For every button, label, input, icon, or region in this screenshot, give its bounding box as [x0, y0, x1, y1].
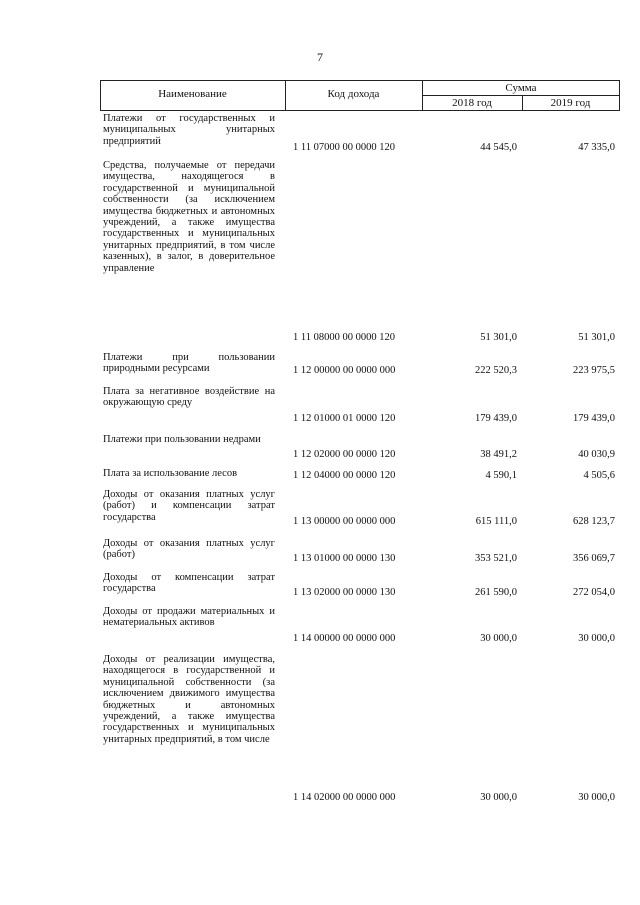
table-row — [100, 160, 620, 343]
row-name: Платежи от государственных и муниципальных унитарных предприятий — [103, 113, 275, 147]
row-name: Платежи при пользовании недрами — [103, 434, 261, 445]
row-value-2019: 272 054,0 — [573, 586, 615, 598]
row-value-2019: 30 000,0 — [578, 632, 615, 644]
row-code: 1 14 00000 00 0000 000 — [293, 632, 396, 644]
row-name: Доходы от компенсации затрат государства — [103, 572, 275, 595]
table-row — [100, 654, 620, 803]
row-code: 1 12 02000 00 0000 120 — [293, 448, 396, 460]
table-row — [100, 606, 620, 644]
table-row — [100, 538, 620, 564]
table-row — [100, 113, 620, 153]
page-number: 7 — [317, 50, 323, 64]
row-code: 1 12 04000 00 0000 120 — [293, 469, 396, 481]
row-code: 1 13 01000 00 0000 130 — [293, 552, 396, 564]
row-name: Средства, получаемые от передачи имущества, находящегося в государственной и муниципальной собственности (за исключением имущества бюджетных и автономных учреждений, а также имущества государственных и муниципальных унитарных предприятий, в том числе казенных), в залог, в доверительное управление — [103, 160, 275, 274]
row-code: 1 12 00000 00 0000 000 — [293, 364, 396, 376]
row-code: 1 14 02000 00 0000 000 — [293, 791, 396, 803]
row-name: Платежи при пользовании природными ресурсами — [103, 352, 275, 375]
row-value-2018: 615 111,0 — [475, 515, 517, 527]
table-row — [100, 489, 620, 527]
table-row — [100, 352, 620, 376]
header-top-border — [100, 80, 620, 81]
row-code: 1 11 08000 00 0000 120 — [293, 331, 395, 343]
row-value-2018: 51 301,0 — [480, 331, 517, 343]
row-code: 1 11 07000 00 0000 120 — [293, 141, 395, 153]
row-name: Плата за использование лесов — [103, 468, 238, 479]
table-row — [100, 572, 620, 598]
header-name: Наименование — [158, 88, 227, 100]
row-code: 1 12 01000 01 0000 120 — [293, 412, 396, 424]
row-value-2018: 261 590,0 — [475, 586, 517, 598]
header-code: Код дохода — [327, 88, 380, 100]
row-value-2019: 30 000,0 — [578, 791, 615, 803]
row-name: Плата за негативное воздействие на окружающую среду — [103, 386, 275, 409]
row-value-2019: 223 975,5 — [573, 364, 615, 376]
row-value-2019: 40 030,9 — [578, 448, 615, 460]
row-value-2018: 30 000,0 — [480, 632, 517, 644]
row-value-2018: 4 590,1 — [485, 469, 517, 481]
row-value-2019: 51 301,0 — [578, 331, 615, 343]
row-name: Доходы от продажи материальных и нематериальных активов — [103, 606, 275, 629]
header-year-2019: 2019 год — [550, 97, 591, 109]
header-bottom-border — [100, 110, 620, 111]
header-year-2018: 2018 год — [452, 97, 492, 109]
header-sum: Сумма — [505, 82, 537, 94]
row-value-2018: 44 545,0 — [480, 141, 517, 153]
row-value-2019: 628 123,7 — [573, 515, 615, 527]
row-name: Доходы от реализации имущества, находящегося в государственной и муниципальной собственности (за исключением движимого имущества бюджетных и автономных учреждений, а также имущества государственных и муниципальных унитарных предприятий, в том числе — [103, 654, 275, 745]
header-sum-divider — [422, 95, 620, 96]
table-row — [100, 468, 620, 481]
row-value-2018: 353 521,0 — [475, 552, 517, 564]
row-name: Доходы от оказания платных услуг (работ) и компенсации затрат государства — [103, 489, 275, 523]
row-name: Доходы от оказания платных услуг (работ) — [103, 538, 275, 561]
row-value-2019: 4 505,6 — [583, 469, 615, 481]
row-value-2018: 30 000,0 — [480, 791, 517, 803]
table-row — [100, 434, 620, 460]
row-value-2018: 179 439,0 — [475, 412, 517, 424]
row-value-2018: 38 491,2 — [480, 448, 517, 460]
row-value-2019: 47 335,0 — [578, 141, 615, 153]
table-row — [100, 386, 620, 424]
row-code: 1 13 00000 00 0000 000 — [293, 515, 396, 527]
row-value-2018: 222 520,3 — [475, 364, 517, 376]
row-value-2019: 356 069,7 — [573, 552, 615, 564]
row-value-2019: 179 439,0 — [573, 412, 615, 424]
row-code: 1 13 02000 00 0000 130 — [293, 586, 396, 598]
